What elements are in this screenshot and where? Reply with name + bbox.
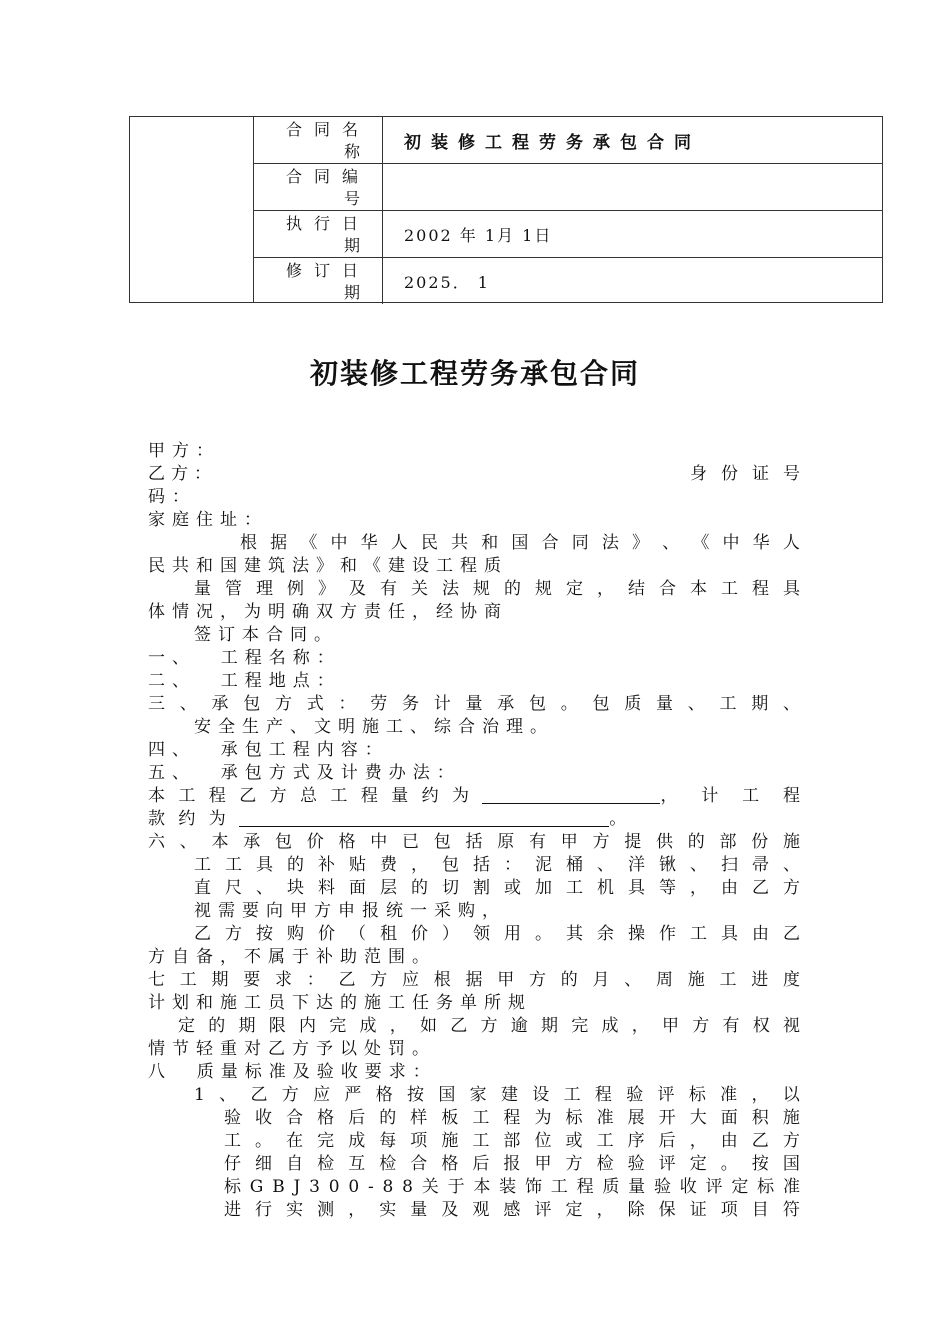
info-row-contract-number	[254, 164, 883, 211]
contract-body	[148, 440, 814, 1222]
body-line-text: 视需要向甲方申报统一采购，	[194, 901, 506, 921]
body-line-text: 一、 工程名称：	[148, 648, 341, 668]
body-line	[148, 578, 800, 601]
body-line	[148, 992, 800, 1015]
body-line	[148, 1107, 800, 1130]
body-line	[148, 762, 800, 785]
body-line-text: 1 、 乙 方 应 严 格 按 国 家 建 设 工 程 验 评 标 准 ， 以	[194, 1085, 800, 1105]
info-label	[254, 258, 383, 304]
body-line-text: 标 G B J 3 0 0 - 8 8 关 于 本 装 饰 工 程 质 量 验 收 评 定 标 准	[224, 1177, 800, 1197]
body-line-text: 工 工 具 的 补 贴 费 ， 包 括 ： 泥 桶 、 洋 锹 、 扫 帚 、	[194, 855, 800, 875]
body-line	[148, 808, 800, 831]
body-line-text: 定 的 期 限 内 完 成 ， 如 乙 方 逾 期 完 成 ， 甲 方 有 权 视	[178, 1016, 800, 1036]
fill-in-blank	[482, 785, 660, 804]
body-line-text: 乙方：	[148, 464, 217, 484]
body-line	[148, 946, 800, 969]
info-label	[254, 117, 383, 163]
body-line-text: 方自备，不属于补助范围。	[148, 947, 436, 967]
body-line-text: 三 、 承 包 方 式 ： 劳 务 计 量 承 包 。 包 质 量 、 工 期 、	[148, 694, 800, 714]
body-line-text: 甲方：	[148, 441, 220, 461]
info-label-line2: 期	[343, 236, 372, 255]
body-line	[148, 716, 800, 739]
info-row-contract-name	[254, 117, 883, 164]
body-line	[148, 670, 800, 693]
body-line-text: 款 约 为	[148, 809, 240, 829]
body-line	[148, 463, 814, 486]
info-label-line2: 期	[343, 283, 372, 302]
body-line-text: 量 管 理 例 》 及 有 关 法 规 的 规 定 ， 结 合 本 工 程 具	[194, 579, 800, 599]
info-label-line1: 合同编	[286, 167, 371, 186]
body-line	[148, 923, 800, 946]
body-line	[148, 486, 800, 509]
body-line	[148, 785, 800, 808]
body-line	[148, 1130, 800, 1153]
body-line	[148, 624, 800, 647]
body-line	[148, 900, 800, 923]
body-line-text: 根 据 《 中 华 人 民 共 和 国 合 同 法 》 、 《 中 华 人	[240, 533, 800, 553]
info-label-line1: 合同名	[286, 120, 371, 139]
body-line	[148, 831, 800, 854]
body-line-text: 工 。 在 完 成 每 项 施 工 部 位 或 工 序 后 ， 由 乙 方	[224, 1131, 800, 1151]
body-line	[148, 969, 800, 992]
body-line	[148, 693, 800, 716]
body-line-text: 仔 细 自 检 互 检 合 格 后 报 甲 方 检 验 评 定 。 按 国	[224, 1154, 800, 1174]
body-line	[148, 1084, 800, 1107]
body-line-text: 乙 方 按 购 价 （ 租 价 ） 领 用 。 其 余 操 作 工 具 由 乙	[194, 924, 800, 944]
body-line-text: 进 行 实 测 ， 实 量 及 观 感 评 定 ， 除 保 证 项 目 符	[224, 1200, 800, 1220]
body-line	[148, 647, 800, 670]
document-title: 初装修工程劳务承包合同	[309, 357, 640, 390]
body-line-text: ， 计 工 程	[660, 786, 800, 806]
body-line	[148, 739, 800, 762]
body-line	[148, 532, 800, 555]
body-line-text: 直 尺 、 块 料 面 层 的 切 割 或 加 工 机 具 等 ， 由 乙 方	[194, 878, 800, 898]
body-line-text: 码：	[148, 487, 196, 507]
body-line	[148, 877, 800, 900]
info-value: 初装修工程劳务承包合同	[404, 132, 701, 153]
body-line-text: 民共和国建筑法》和《建设工程质	[148, 556, 508, 576]
body-line	[148, 601, 800, 624]
fill-in-blank	[239, 808, 609, 827]
contract-info-table	[129, 116, 883, 303]
body-line-text: 。	[609, 809, 627, 829]
body-line	[148, 1199, 800, 1222]
info-row-effective-date	[254, 211, 883, 258]
info-label-line1: 执行日	[286, 214, 371, 233]
info-label	[254, 211, 383, 257]
body-line	[148, 854, 800, 877]
body-line-text: 体情况，为明确双方责任，经协商	[148, 602, 508, 622]
body-line-text: 四、 承包工程内容：	[148, 740, 389, 760]
body-line-text: 家庭住址：	[148, 510, 268, 530]
body-line-text: 六 、 本 承 包 价 格 中 已 包 括 原 有 甲 方 提 供 的 部 份 施	[148, 832, 800, 852]
info-label-line2: 号	[343, 189, 372, 208]
body-line	[148, 440, 800, 463]
body-line-text: 安全生产、文明施工、综合治理。	[194, 717, 554, 737]
body-line	[148, 1038, 800, 1061]
info-row-revision-date	[254, 258, 883, 304]
body-line-text: 情节轻重对乙方予以处罚。	[148, 1039, 436, 1059]
body-line	[148, 1153, 800, 1176]
body-line	[148, 1061, 800, 1084]
body-line-text: 五、 承包方式及计费办法：	[148, 763, 461, 783]
body-line-text: 本 工 程 乙 方 总 工 程 量 约 为	[148, 786, 483, 806]
body-line-text-right: 身份证号	[690, 464, 814, 484]
body-line	[148, 1176, 800, 1199]
body-line	[148, 555, 800, 578]
body-line-text: 二、 工程地点：	[148, 671, 341, 691]
body-line-text: 七 工 期 要 求 ： 乙 方 应 根 据 甲 方 的 月 、 周 施 工 进 度	[148, 970, 800, 990]
body-line-text: 签订本合同。	[194, 625, 338, 645]
body-line	[148, 1015, 800, 1038]
body-line-text: 八 质量标准及验收要求：	[148, 1062, 437, 1082]
info-label-line2: 称	[343, 142, 372, 161]
info-value: 2025． 1	[404, 272, 490, 292]
info-table-blank-column	[130, 117, 254, 302]
body-line-text: 验 收 合 格 后 的 样 板 工 程 为 标 准 展 开 大 面 积 施	[224, 1108, 800, 1128]
info-label-line1: 修订日	[286, 261, 371, 280]
info-value: 2002 年 1月 1日	[404, 225, 553, 245]
body-line-text: 计划和施工员下达的施工任务单所规	[148, 993, 532, 1013]
body-line	[148, 509, 800, 532]
info-label	[254, 164, 383, 210]
